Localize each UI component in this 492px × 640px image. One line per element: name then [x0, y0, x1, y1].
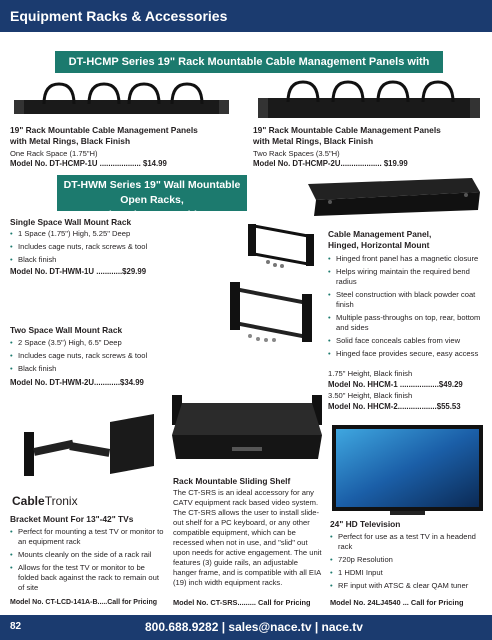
hwm-2u-title: Two Space Wall Mount Rack — [10, 325, 123, 335]
hcmp-1u-photo — [14, 82, 229, 118]
hwm-banner — [57, 175, 247, 221]
hwm-2u-bullets — [10, 338, 230, 377]
bracket-photo — [22, 412, 157, 490]
shelf-photo — [172, 395, 322, 465]
hcmp-2u-spec: Two Rack Spaces (3.5"H) — [253, 149, 340, 158]
tv-title: 24" HD Television — [330, 519, 401, 529]
list-item: • Hinged front panel has a magnetic closure — [328, 254, 488, 264]
logo-brand: Cable — [12, 494, 45, 508]
hcmp-1u-model: Model No. DT-HCMP-1U ................... $14.99 — [10, 159, 167, 168]
hcmp-1u-title-line2: with Metal Rings, Black Finish — [10, 136, 131, 146]
bracket-title: Bracket Mount For 13"-42" TVs — [10, 514, 134, 524]
list-item: • Includes cage nuts, rack screws & tool — [10, 242, 230, 252]
hhcm-bullets — [328, 254, 488, 362]
hwm-2u-model: Model No. DT-HWM-2U............$34.99 — [10, 378, 144, 387]
hwm-2u-photo — [230, 282, 320, 344]
hcmp-1u-title-line1: 19" Rack Mountable Cable Management Panels — [10, 125, 198, 135]
hcmp-2u-model: Model No. DT-HCMP-2U................... $19.99 — [253, 159, 408, 168]
tv-model: Model No. 24LJ4540 ... Call for Pricing — [330, 598, 464, 607]
hwm-1u-photo — [248, 222, 323, 272]
page-title: Equipment Racks & Accessories — [10, 8, 228, 24]
list-item: • Black finish — [10, 364, 230, 374]
bracket-model: Model No. CT-LCD-141A-B.....Call for Pricing — [10, 599, 158, 606]
hcmp-2u-title-line1: 19" Rack Mountable Cable Management Panels — [253, 125, 441, 135]
list-item: • Includes cage nuts, rack screws & tool — [10, 351, 230, 361]
list-item: • 1 HDMI Input — [330, 568, 488, 578]
list-item: • Multiple pass-throughs on top, rear, bottom and sides — [328, 313, 488, 333]
hhcm-photo — [300, 176, 480, 216]
list-item: • Solid face conceals cables from view — [328, 336, 488, 346]
hhcm-1-model: Model No. HHCM-1 ..................$49.29 — [328, 380, 463, 389]
hwm-1u-title: Single Space Wall Mount Rack — [10, 217, 132, 227]
list-item: • Perfect for use as a test TV in a headend rack — [330, 532, 488, 552]
hhcm-title-line2: Hinged, Horizontal Mount — [328, 240, 430, 250]
hhcm-2-spec: 3.50" Height, Black finish — [328, 391, 413, 400]
list-item: • Allows for the test TV or monitor to be folded back against the rack to remain out of site — [10, 563, 165, 593]
hwm-banner-line2: Hinged On One Side — [101, 209, 203, 221]
logo-brand-suffix: Tronix — [44, 494, 78, 508]
tv-photo — [330, 425, 485, 517]
list-item: • 1 Space (1.75") High, 5.25" Deep — [10, 229, 230, 239]
hcmp-2u-title-line2: with Metal Rings, Black Finish — [253, 136, 374, 146]
cabletronix-logo — [12, 494, 78, 508]
tv-bullets — [330, 532, 488, 594]
hcmp-banner: DT-HCMP Series 19" Rack Mountable Cable Management Panels with Metal Rings — [55, 51, 443, 73]
list-item: • 720p Resolution — [330, 555, 488, 565]
footer-bar — [0, 615, 492, 640]
hcmp-2u-photo — [258, 80, 480, 120]
hwm-1u-bullets — [10, 229, 230, 268]
hcmp-1u-spec: One Rack Space (1.75"H) — [10, 149, 98, 158]
bracket-bullets — [10, 527, 165, 596]
header-bar — [0, 0, 492, 32]
list-item: • Hinged face provides secure, easy access — [328, 349, 488, 359]
page-number: 82 — [10, 621, 22, 632]
list-item: • 2 Space (3.5") High, 6.5" Deep — [10, 338, 230, 348]
list-item: • Perfect for mounting a test TV or monitor to an equipment rack — [10, 527, 165, 547]
list-item: • RF input with ATSC & clear QAM tuner — [330, 581, 488, 591]
list-item: • Black finish — [10, 255, 230, 265]
hwm-1u-model: Model No. DT-HWM-1U ............$29.99 — [10, 267, 147, 276]
hhcm-title-line1: Cable Management Panel, — [328, 229, 432, 239]
footer-contact[interactable]: 800.688.9282 | sales@nace.tv | nace.tv — [145, 620, 363, 634]
hwm-banner-line1: DT-HWM Series 19" Wall Mountable Open Racks, — [63, 179, 241, 206]
shelf-body: The CT-SRS is an ideal accessory for any CATV equipment rack based video system. The CT-SRS allows the user to install slide-out shelf for a PC keyboard, or any other compatible equipment, which can be recessed when not in use, and "slid" out upon needs for active engagement. The unit features (3) guide rails, an adjustable hanger frame, and is compatible with all EIA (19) inch width equipment racks. — [173, 488, 322, 587]
shelf-title: Rack Mountable Sliding Shelf — [173, 476, 291, 486]
hhcm-2-model: Model No. HHCM-2..................$55.53 — [328, 402, 461, 411]
hhcm-1-spec: 1.75" Height, Black finish — [328, 369, 413, 378]
list-item: • Helps wiring maintain the required bend radius — [328, 267, 488, 287]
shelf-model: Model No. CT-SRS......... Call for Pricing — [173, 598, 311, 607]
list-item: • Steel construction with black powder coat finish — [328, 290, 488, 310]
list-item: • Mounts cleanly on the side of a rack rail — [10, 550, 165, 560]
